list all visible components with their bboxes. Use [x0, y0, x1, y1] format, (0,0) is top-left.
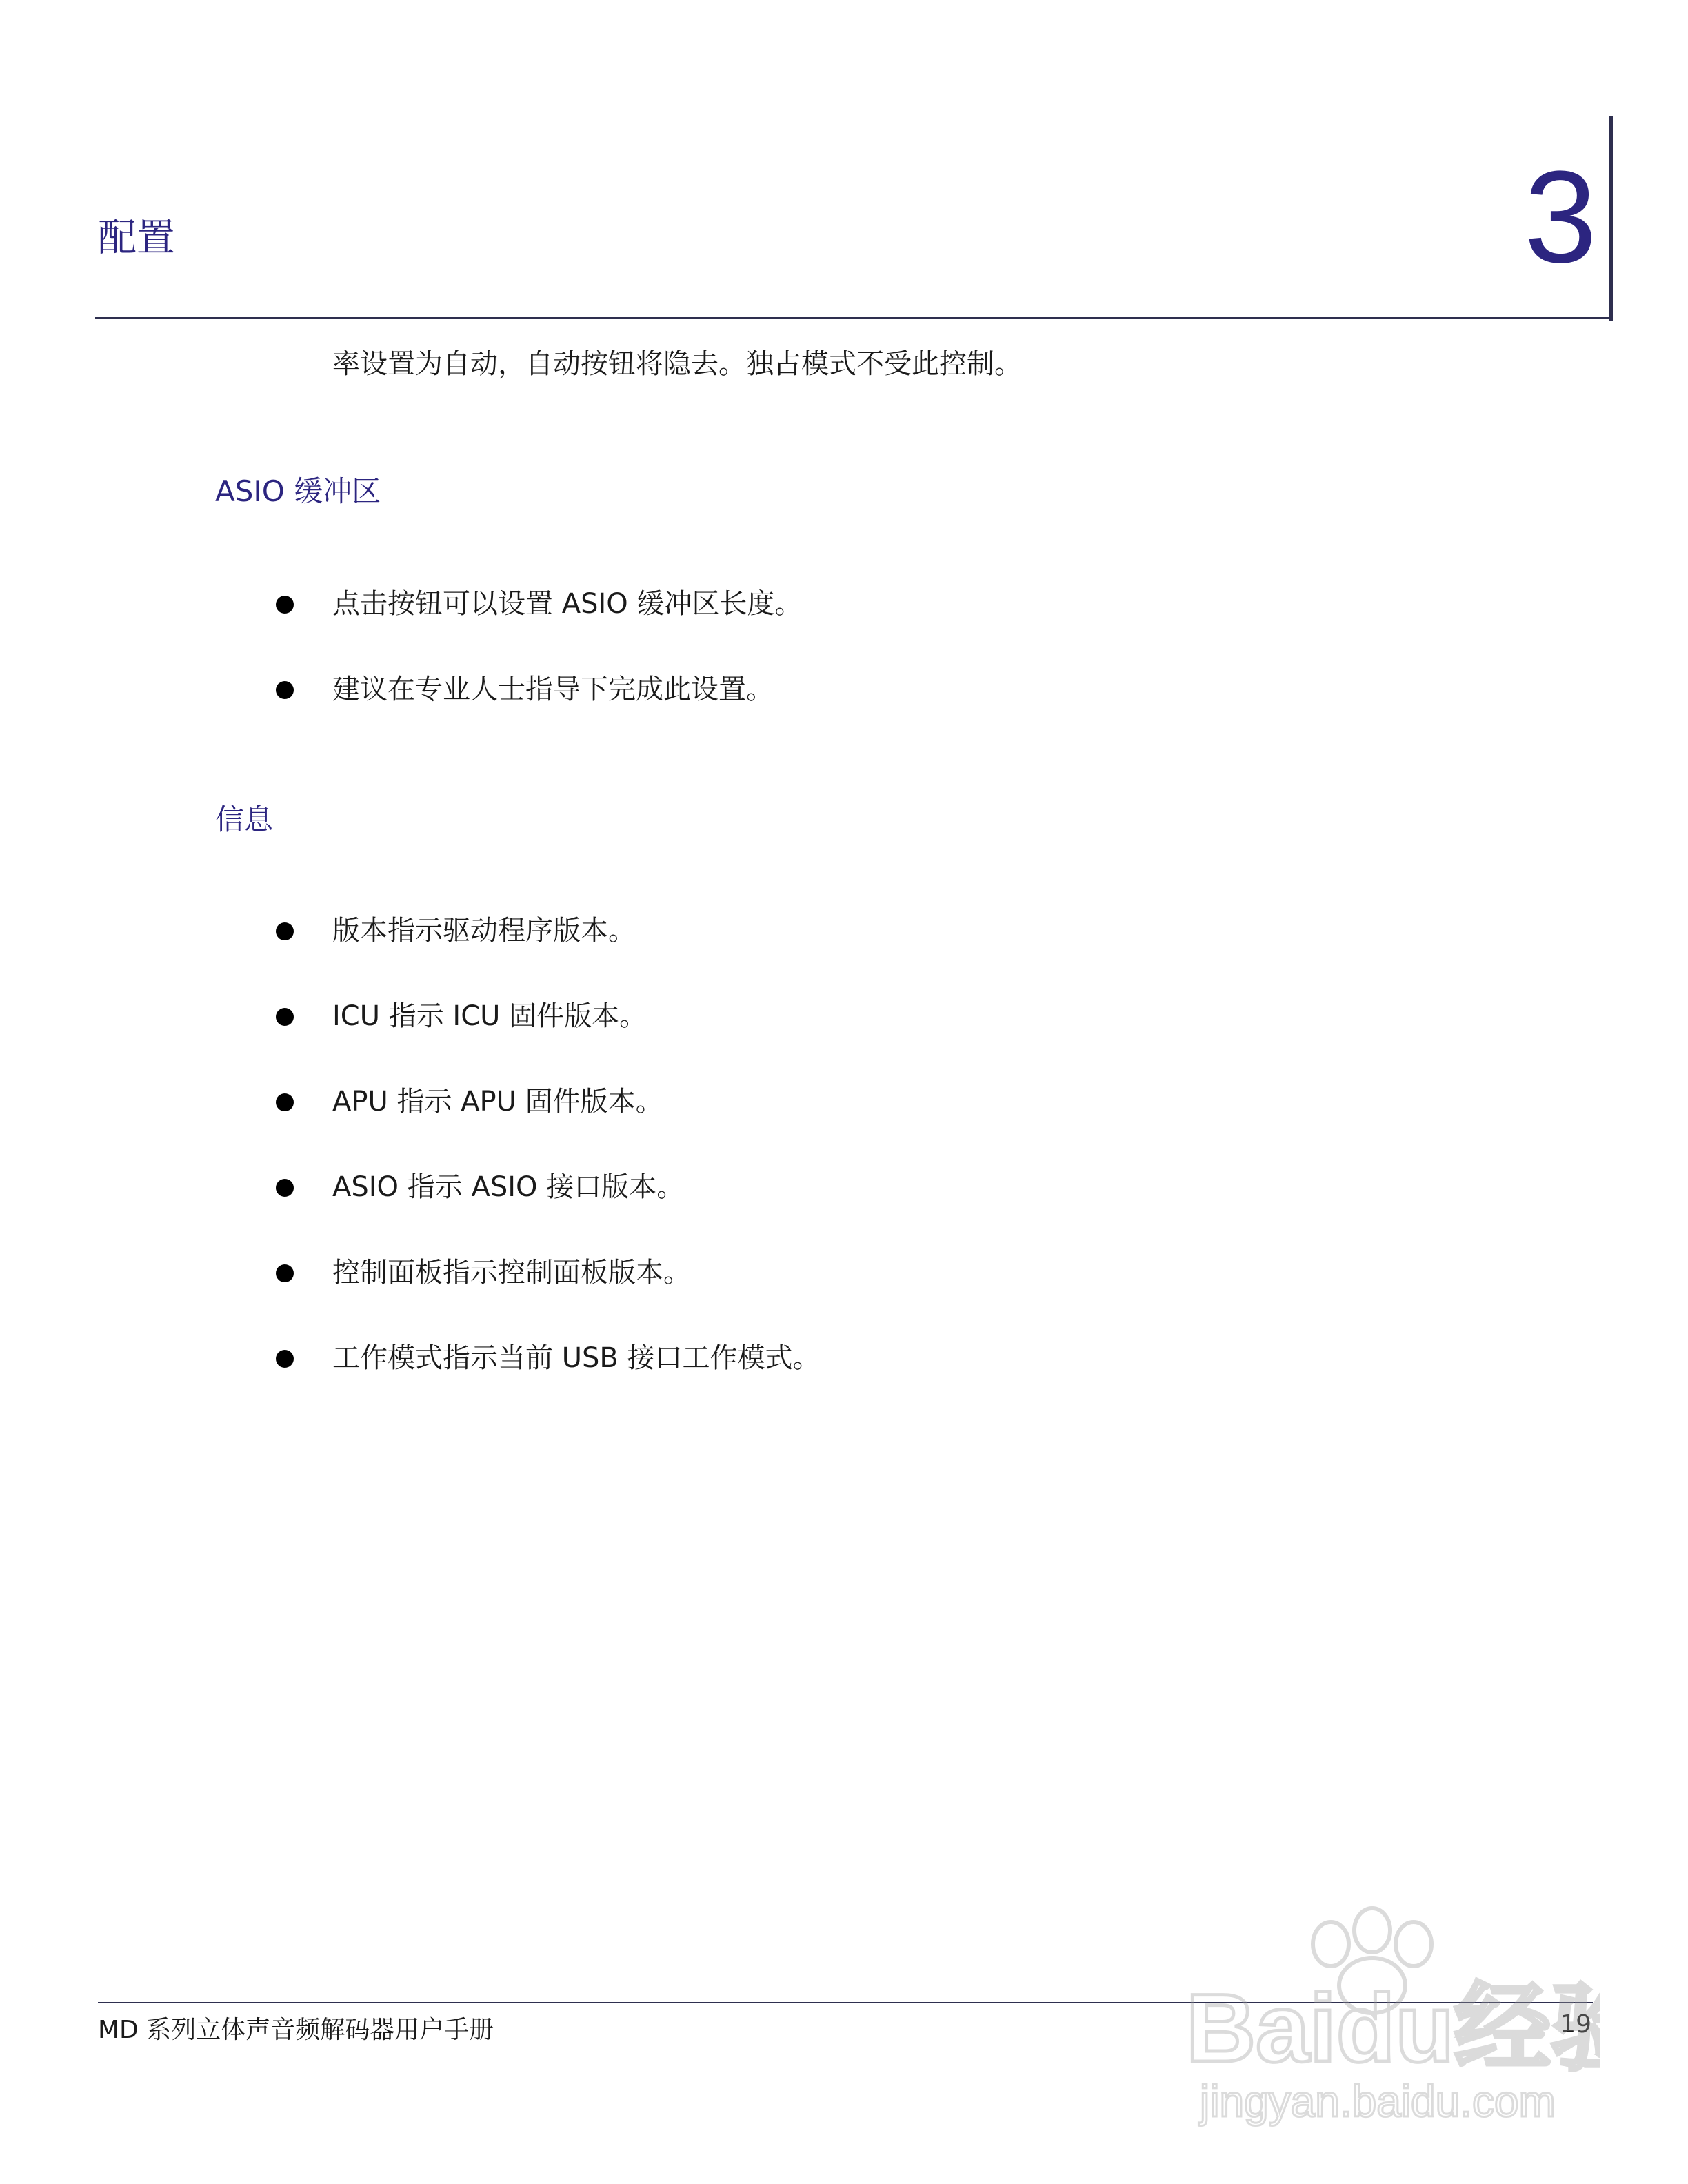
bullet-dot-icon — [276, 1264, 294, 1282]
continuation-paragraph: 率设置为自动，自动按钮将隐去。独占模式不受此控制。 — [332, 348, 1022, 380]
baidu-paw-logo-icon — [1172, 1903, 1600, 2130]
chapter-title: 配置 — [98, 216, 175, 261]
bullet-dot-icon — [276, 1179, 294, 1197]
chapter-vertical-rule — [1609, 116, 1613, 321]
list-item-text: ICU 指示 ICU 固件版本。 — [332, 1000, 647, 1032]
list-item-text: 控制面板指示控制面板版本。 — [332, 1257, 691, 1288]
bullet-dot-icon — [276, 922, 294, 940]
chapter-horizontal-rule — [95, 317, 1613, 319]
watermark-brand: Baidu经验 — [1186, 1974, 1600, 2082]
bullet-dot-icon — [276, 1093, 294, 1111]
section-heading-info: 信息 — [215, 802, 274, 836]
bullet-dot-icon — [276, 596, 294, 614]
footer-document-title: MD 系列立体声音频解码器用户手册 — [98, 2016, 494, 2044]
list-item-text: 工作模式指示当前 USB 接口工作模式。 — [332, 1342, 821, 1374]
list-item-text: 版本指示驱动程序版本。 — [332, 915, 636, 947]
chapter-number: 3 — [1524, 144, 1597, 290]
list-item-text: ASIO 指示 ASIO 接口版本。 — [332, 1171, 685, 1203]
list-item-text: 点击按钮可以设置 ASIO 缓冲区长度。 — [332, 588, 803, 620]
bullet-dot-icon — [276, 1008, 294, 1026]
section-heading-asio-buffer: ASIO 缓冲区 — [215, 474, 381, 508]
baidu-jingyan-watermark — [1172, 1903, 1600, 2130]
bullet-dot-icon — [276, 681, 294, 699]
list-item-text: 建议在专业人士指导下完成此设置。 — [332, 674, 774, 705]
list-item-text: APU 指示 APU 固件版本。 — [332, 1086, 663, 1118]
bullet-dot-icon — [276, 1350, 294, 1368]
watermark-url: jingyan.baidu.com — [1200, 2076, 1556, 2126]
footer-page-number: 19 — [1560, 2010, 1591, 2039]
